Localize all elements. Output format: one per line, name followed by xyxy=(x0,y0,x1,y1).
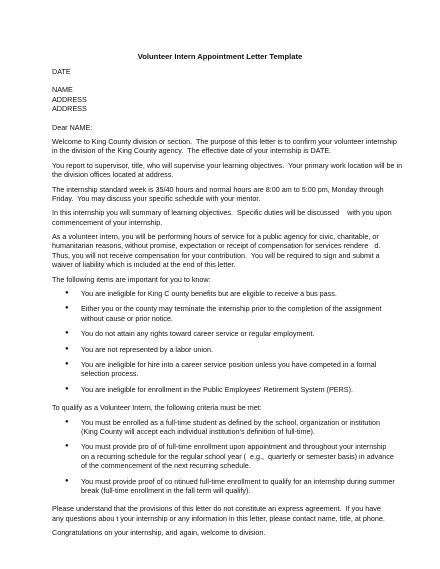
paragraph-line: In this internship you will summary of learning objectives. Specific duties will be discussed with you upon xyxy=(52,208,392,218)
paragraph-objectives xyxy=(52,208,392,227)
paragraph-hours xyxy=(52,185,392,204)
list-item-text: You must provide pro of of full-time enrollment upon appointment and throughout your internship xyxy=(81,442,387,452)
important-items-list xyxy=(52,289,392,394)
list-item xyxy=(52,329,392,338)
list-item-text: You must be enrolled as a full-time student as defined by the school, organization or institution xyxy=(81,417,380,427)
list-item-text: You are ineligible for hire into a career service position unless you have competed in a formal xyxy=(81,359,377,369)
address-line-1: ADDRESS xyxy=(52,94,87,104)
paragraph-line: the division offices located at address. xyxy=(52,170,174,180)
list-item-text: (King County will accept each individual institution's definition of full-time). xyxy=(81,426,315,436)
bullet-dot-icon: ● xyxy=(65,477,69,484)
date-line: DATE xyxy=(52,67,71,76)
list-item xyxy=(52,304,392,323)
list-item xyxy=(52,345,392,354)
paragraph-line: You report to supervisor, title, who will supervise your learning objectives. Your primary work location will be in xyxy=(52,160,403,170)
salutation: Dear NAME: xyxy=(52,122,93,132)
paragraph-line: Welcome to King County division or section. The purpose of this letter is to confirm your volunteer internship xyxy=(52,136,397,146)
criteria-intro: To qualify as a Volunteer Intern, the following criteria must be met: xyxy=(52,403,262,413)
items-intro: The following items are important for you to know: xyxy=(52,274,211,284)
criteria-list xyxy=(52,417,395,496)
paragraph-line: Thus, you will not receive compensation for your contribution. You will be required to sign and submit a xyxy=(52,250,380,260)
list-item-text: You are ineligible for King C ounty benefits but are eligible to receive a bus pass. xyxy=(81,289,337,299)
list-item-text: You are ineligible for enrollment in the Public Employees' Retirement System (PERS). xyxy=(81,384,353,394)
paragraph-line: The internship standard week is 35/40 hours and normal hours are 8:00 am to 5:00 pm, Monday through xyxy=(52,184,384,194)
bullet-dot-icon: ● xyxy=(65,360,69,367)
paragraph-line: As a volunteer intern, you will be performing hours of service for a public agency for civic, charitable, or xyxy=(52,232,379,242)
bullet-dot-icon: ● xyxy=(65,305,69,312)
list-item xyxy=(52,418,392,437)
bullet-dot-icon: ● xyxy=(65,345,69,352)
paragraph-supervisor xyxy=(52,160,403,180)
paragraph-line: humanitarian reasons, without promise, expectation or receipt of compensation for services rendere d. xyxy=(52,241,381,251)
bullet-dot-icon: ● xyxy=(65,330,69,337)
list-item xyxy=(52,442,392,470)
name-line: NAME xyxy=(52,85,73,95)
letter-title: Volunteer Intern Appointment Letter Template xyxy=(137,52,303,61)
paragraph-line: Friday. You may discuss your specific schedule with your mentor. xyxy=(52,193,261,203)
list-item xyxy=(52,385,392,394)
paragraph-line: waiver of liability which is included at the end of this letter. xyxy=(52,260,236,270)
bullet-dot-icon: ● xyxy=(65,290,69,297)
list-item-text: Either you or the county may terminate the internship prior to the completion of the assignment xyxy=(81,304,382,314)
list-item-text: You must provide proof of co ntinued full-time enrollment to qualify for an internship during summer xyxy=(81,476,395,486)
list-item-text: of the commencement of the next recurring schedule. xyxy=(81,461,251,471)
bullet-dot-icon: ● xyxy=(65,385,69,392)
closing-line: Congratulations on your internship, and again, welcome to division. xyxy=(52,528,266,538)
list-item xyxy=(52,360,392,379)
paragraph-welcome xyxy=(52,136,397,156)
address-line-2: ADDRESS xyxy=(52,104,87,114)
list-item-text: on a recurring schedule for the regular school year ( e.g., quarterly or semester basis) in advance xyxy=(81,451,394,461)
list-item-text: break (full-time enrollment in the fall term will qualify). xyxy=(81,485,251,495)
list-item-text: You do not attain any rights toward career service or regular employment. xyxy=(81,329,315,339)
paragraph-volunteer xyxy=(52,232,392,270)
list-item-text: without cause or prior notice. xyxy=(81,313,173,323)
letter-body xyxy=(52,67,403,538)
paragraph-line: commencement of your internship. xyxy=(52,217,163,227)
list-item-text: You are not represented by a labor union. xyxy=(81,344,213,354)
paragraph-line: any questions abou t your internship or any information in this letter, please contact name, title, at phone. xyxy=(52,513,385,523)
closing-paragraph xyxy=(52,504,392,523)
bullet-dot-icon: ● xyxy=(65,443,69,450)
list-item xyxy=(52,476,395,496)
paragraph-line: in the division of the King County agency. The effective date of your internship is DATE. xyxy=(52,146,332,156)
list-item xyxy=(52,289,392,298)
paragraph-line: Please understand that the provisions of this letter do not constitute an express agreement. If you have xyxy=(52,504,381,514)
bullet-dot-icon: ● xyxy=(65,418,69,425)
list-item-text: selection process. xyxy=(81,369,139,379)
